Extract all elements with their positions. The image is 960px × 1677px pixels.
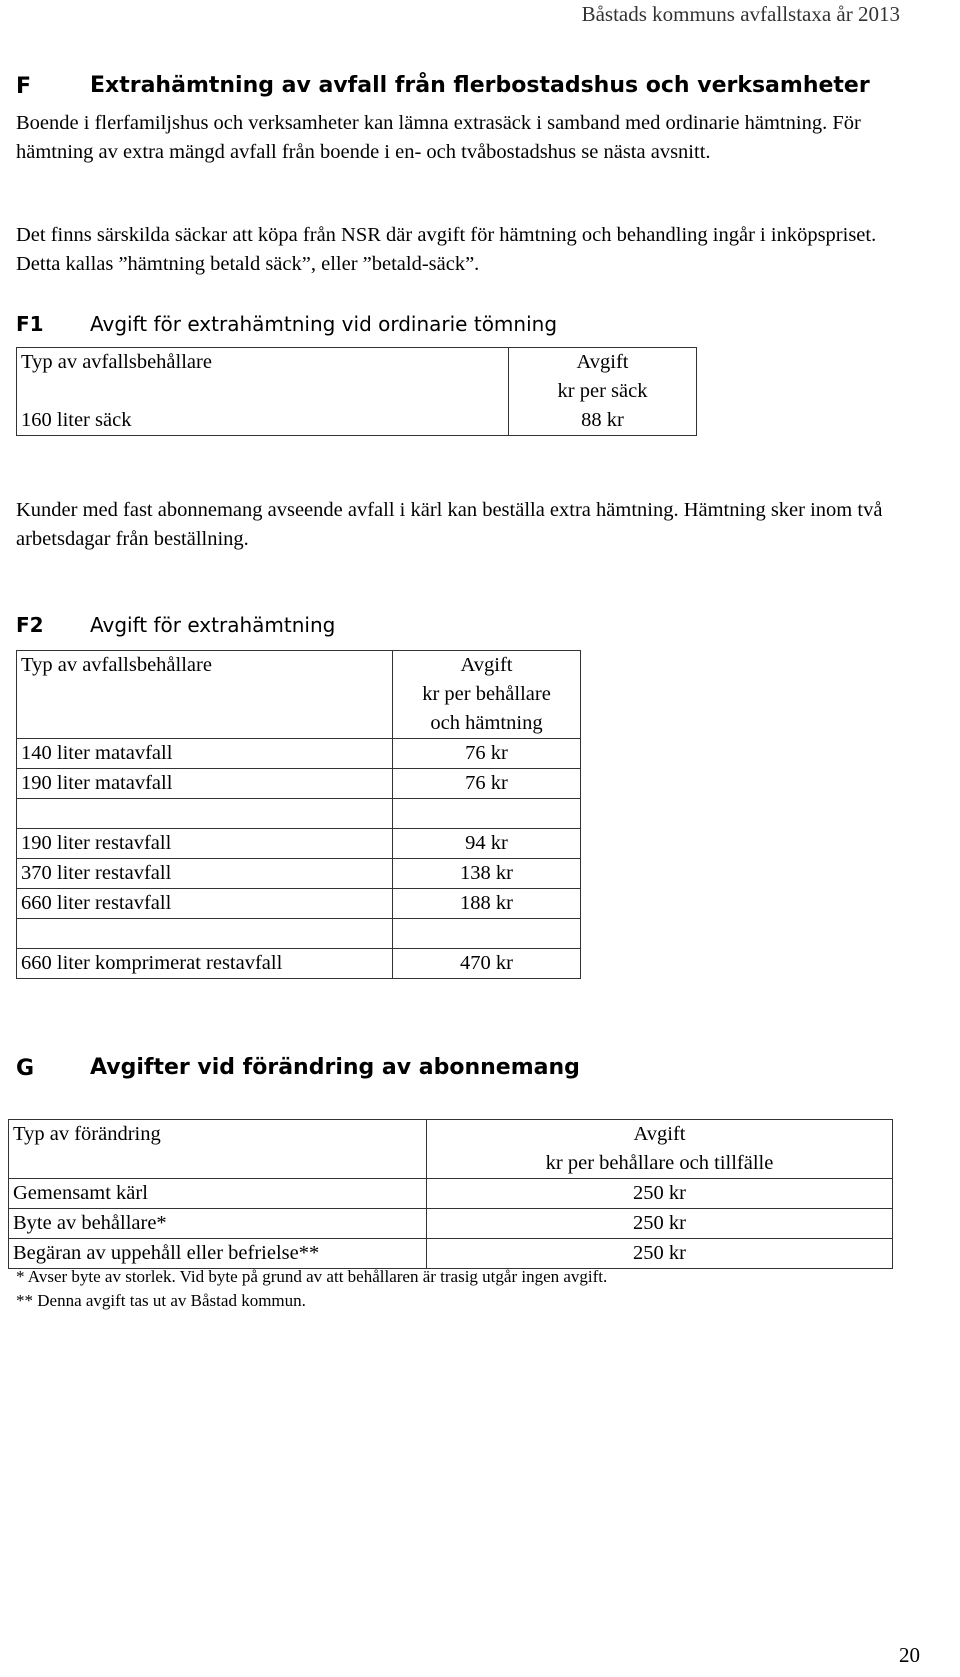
- f2-row-type: 190 liter restavfall: [17, 829, 393, 859]
- g-fee-table: [8, 1119, 893, 1269]
- g-row-fee: 250 kr: [427, 1209, 893, 1239]
- f2-row-type: [17, 799, 393, 829]
- g-row-fee: 250 kr: [427, 1179, 893, 1209]
- g-col-fee-header: Avgift kr per behållare och tillfälle: [427, 1120, 893, 1179]
- f2-row-type: 140 liter matavfall: [17, 739, 393, 769]
- f2-row-fee: 188 kr: [393, 889, 581, 919]
- table-row: [9, 1179, 893, 1209]
- g-row-type: Byte av behållare*: [9, 1209, 427, 1239]
- section-f2-title: Avgift för extrahämtning: [90, 613, 336, 637]
- table-row: [9, 1209, 893, 1239]
- f2-col-fee-header: Avgift kr per behållare och hämtning: [393, 651, 581, 739]
- f1-fee-table: [16, 347, 697, 436]
- table-header-row: [17, 651, 581, 739]
- f2-row-type: 660 liter restavfall: [17, 889, 393, 919]
- section-f1-letter: F1: [16, 312, 44, 336]
- g-row-type: Gemensamt kärl: [9, 1179, 427, 1209]
- f2-row-type: 660 liter komprimerat restavfall: [17, 949, 393, 979]
- table-row: [17, 769, 581, 799]
- section-f1-note: Kunder med fast abonnemang avseende avfall i kärl kan beställa extra hämtning. Hämtning sker inom två arbetsdagar från beställning.: [16, 499, 883, 550]
- table-header-row: [9, 1120, 893, 1179]
- f1-col-type-header: Typ av avfallsbehållare: [17, 348, 509, 407]
- table-row: [17, 829, 581, 859]
- section-f-title: Extrahämtning av avfall från flerbostadshus och verksamheter: [90, 73, 870, 98]
- section-f1-title: Avgift för extrahämtning vid ordinarie tömning: [90, 312, 558, 336]
- f2-row-fee: 76 kr: [393, 739, 581, 769]
- table-row-spacer: [17, 919, 581, 949]
- table-row: [17, 949, 581, 979]
- running-header: Båstads kommuns avfallstaxa år 2013: [581, 2, 900, 26]
- f2-row-type: 370 liter restavfall: [17, 859, 393, 889]
- f2-row-type: [17, 919, 393, 949]
- f2-row-type: 190 liter matavfall: [17, 769, 393, 799]
- g-row-type: Begäran av uppehåll eller befrielse**: [9, 1239, 427, 1269]
- g-col-type-header: Typ av förändring: [9, 1120, 427, 1179]
- section-g-title: Avgifter vid förändring av abonnemang: [90, 1055, 580, 1080]
- table-header-row: [17, 348, 697, 407]
- section-f-paragraph-1: Boende i flerfamiljshus och verksamheter kan lämna extrasäck i samband med ordinarie hämtning. För hämtning av extra mängd avfall från boende i en- och tvåbostadshus se nästa avsnitt.: [16, 112, 861, 163]
- g-row-fee: 250 kr: [427, 1239, 893, 1269]
- footnote-2: ** Denna avgift tas ut av Båstad kommun.: [16, 1291, 306, 1310]
- section-f-paragraph-2: Det finns särskilda säckar att köpa från NSR där avgift för hämtning och behandling ingår i inköpspriset. Detta kallas ”hämtning betald säck”, eller ”betald-säck”.: [16, 224, 877, 275]
- f2-col-type-header: Typ av avfallsbehållare: [17, 651, 393, 739]
- f2-row-fee: 94 kr: [393, 829, 581, 859]
- f1-row-fee: 88 kr: [509, 406, 697, 436]
- table-row: [17, 889, 581, 919]
- table-row-spacer: [17, 799, 581, 829]
- f1-row-type: 160 liter säck: [17, 406, 509, 436]
- f2-row-fee: [393, 799, 581, 829]
- table-row: [17, 406, 697, 436]
- table-row: [17, 859, 581, 889]
- section-g-letter: G: [16, 1056, 35, 1081]
- section-f-letter: F: [16, 74, 32, 99]
- section-f2-letter: F2: [16, 613, 44, 637]
- page-number: 20: [899, 1643, 920, 1667]
- f2-row-fee: 76 kr: [393, 769, 581, 799]
- f2-row-fee: 138 kr: [393, 859, 581, 889]
- f2-row-fee: 470 kr: [393, 949, 581, 979]
- table-row: [17, 739, 581, 769]
- f1-col-fee-header: Avgift kr per säck: [509, 348, 697, 407]
- f2-row-fee: [393, 919, 581, 949]
- f2-fee-table: [16, 650, 581, 979]
- table-row: [9, 1239, 893, 1269]
- footnote-1: * Avser byte av storlek. Vid byte på grund av att behållaren är trasig utgår ingen avgift.: [16, 1267, 608, 1286]
